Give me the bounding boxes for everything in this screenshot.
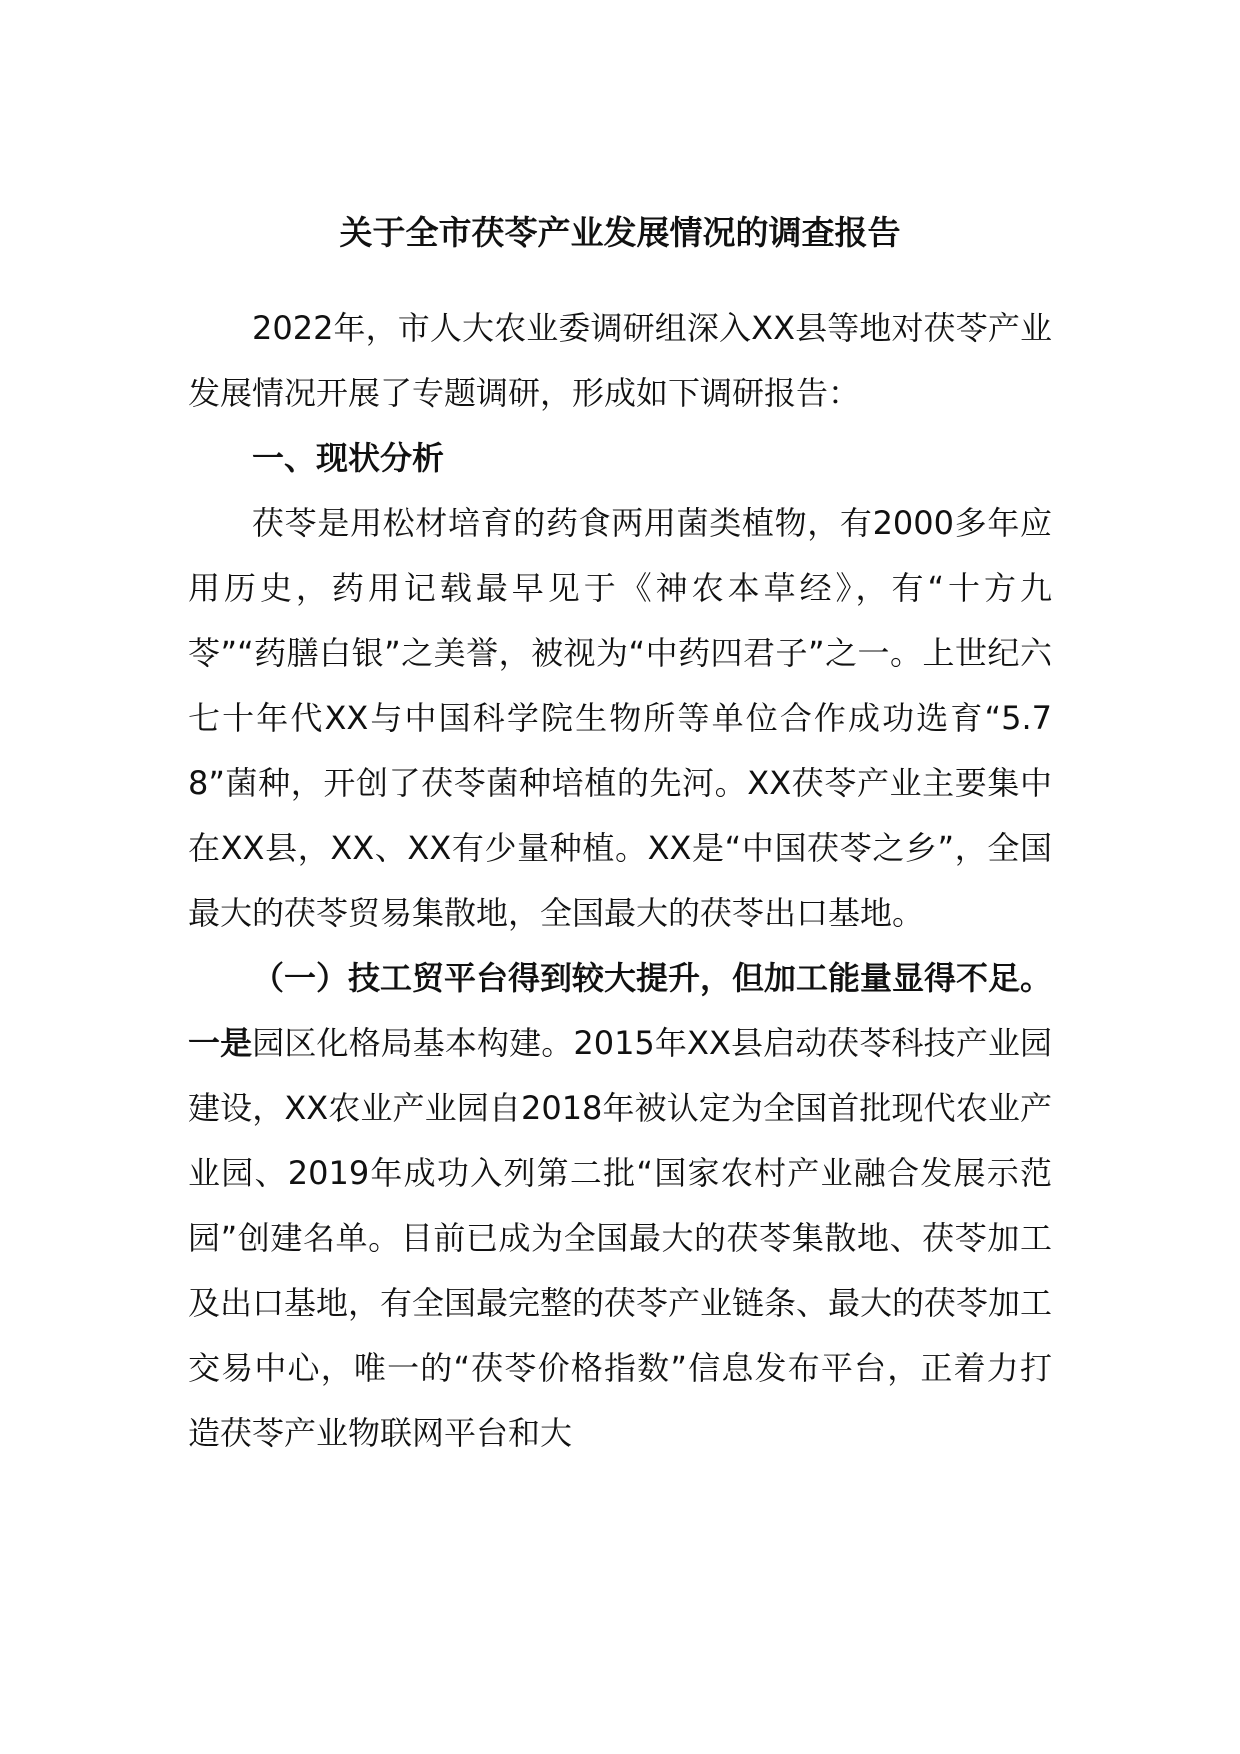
subsection-1-heading: （一）技工贸平台得到较大提升，但加工能量显得不足。 <box>252 959 1053 997</box>
status-analysis-paragraph: 茯苓是用松材培育的药食两用菌类植物，有2000多年应用历史，药用记载最早见于《神农本草经》，有“十方九苓”“药膳白银”之美誉，被视为“中药四君子”之一。上世纪六七十年代XX与中国科学院生物所等单位合作成功选育“5.78”菌种，开创了茯苓菌种培植的先河。XX茯苓产业主要集中在XX县，XX、XX有少量种植。XX是“中国茯苓之乡”，全国最大的茯苓贸易集散地，全国最大的茯苓出口基地。 <box>188 504 1052 932</box>
subsection-1-paragraph <box>188 946 1052 1466</box>
subsection-1-lead: 一是 <box>188 1024 253 1062</box>
section-heading-status-analysis: 一、现状分析 <box>252 439 445 477</box>
document-body <box>188 200 1052 1466</box>
subsection-1-text: 园区化格局基本构建。2015年XX县启动茯苓科技产业园建设，XX农业产业园自2018年被认定为全国首批现代农业产业园、2019年成功入列第二批“国家农村产业融合发展示范园”创建名单。目前已成为全国最大的茯苓集散地、茯苓加工及出口基地，有全国最完整的茯苓产业链条、最大的茯苓加工交易中心，唯一的“茯苓价格指数”信息发布平台，正着力打造茯苓产业物联网平台和大 <box>188 1024 1053 1452</box>
document-title: 关于全市茯苓产业发展情况的调查报告 <box>339 213 901 252</box>
intro-paragraph: 2022年，市人大农业委调研组深入XX县等地对茯苓产业发展情况开展了专题调研，形成如下调研报告： <box>188 309 1052 412</box>
